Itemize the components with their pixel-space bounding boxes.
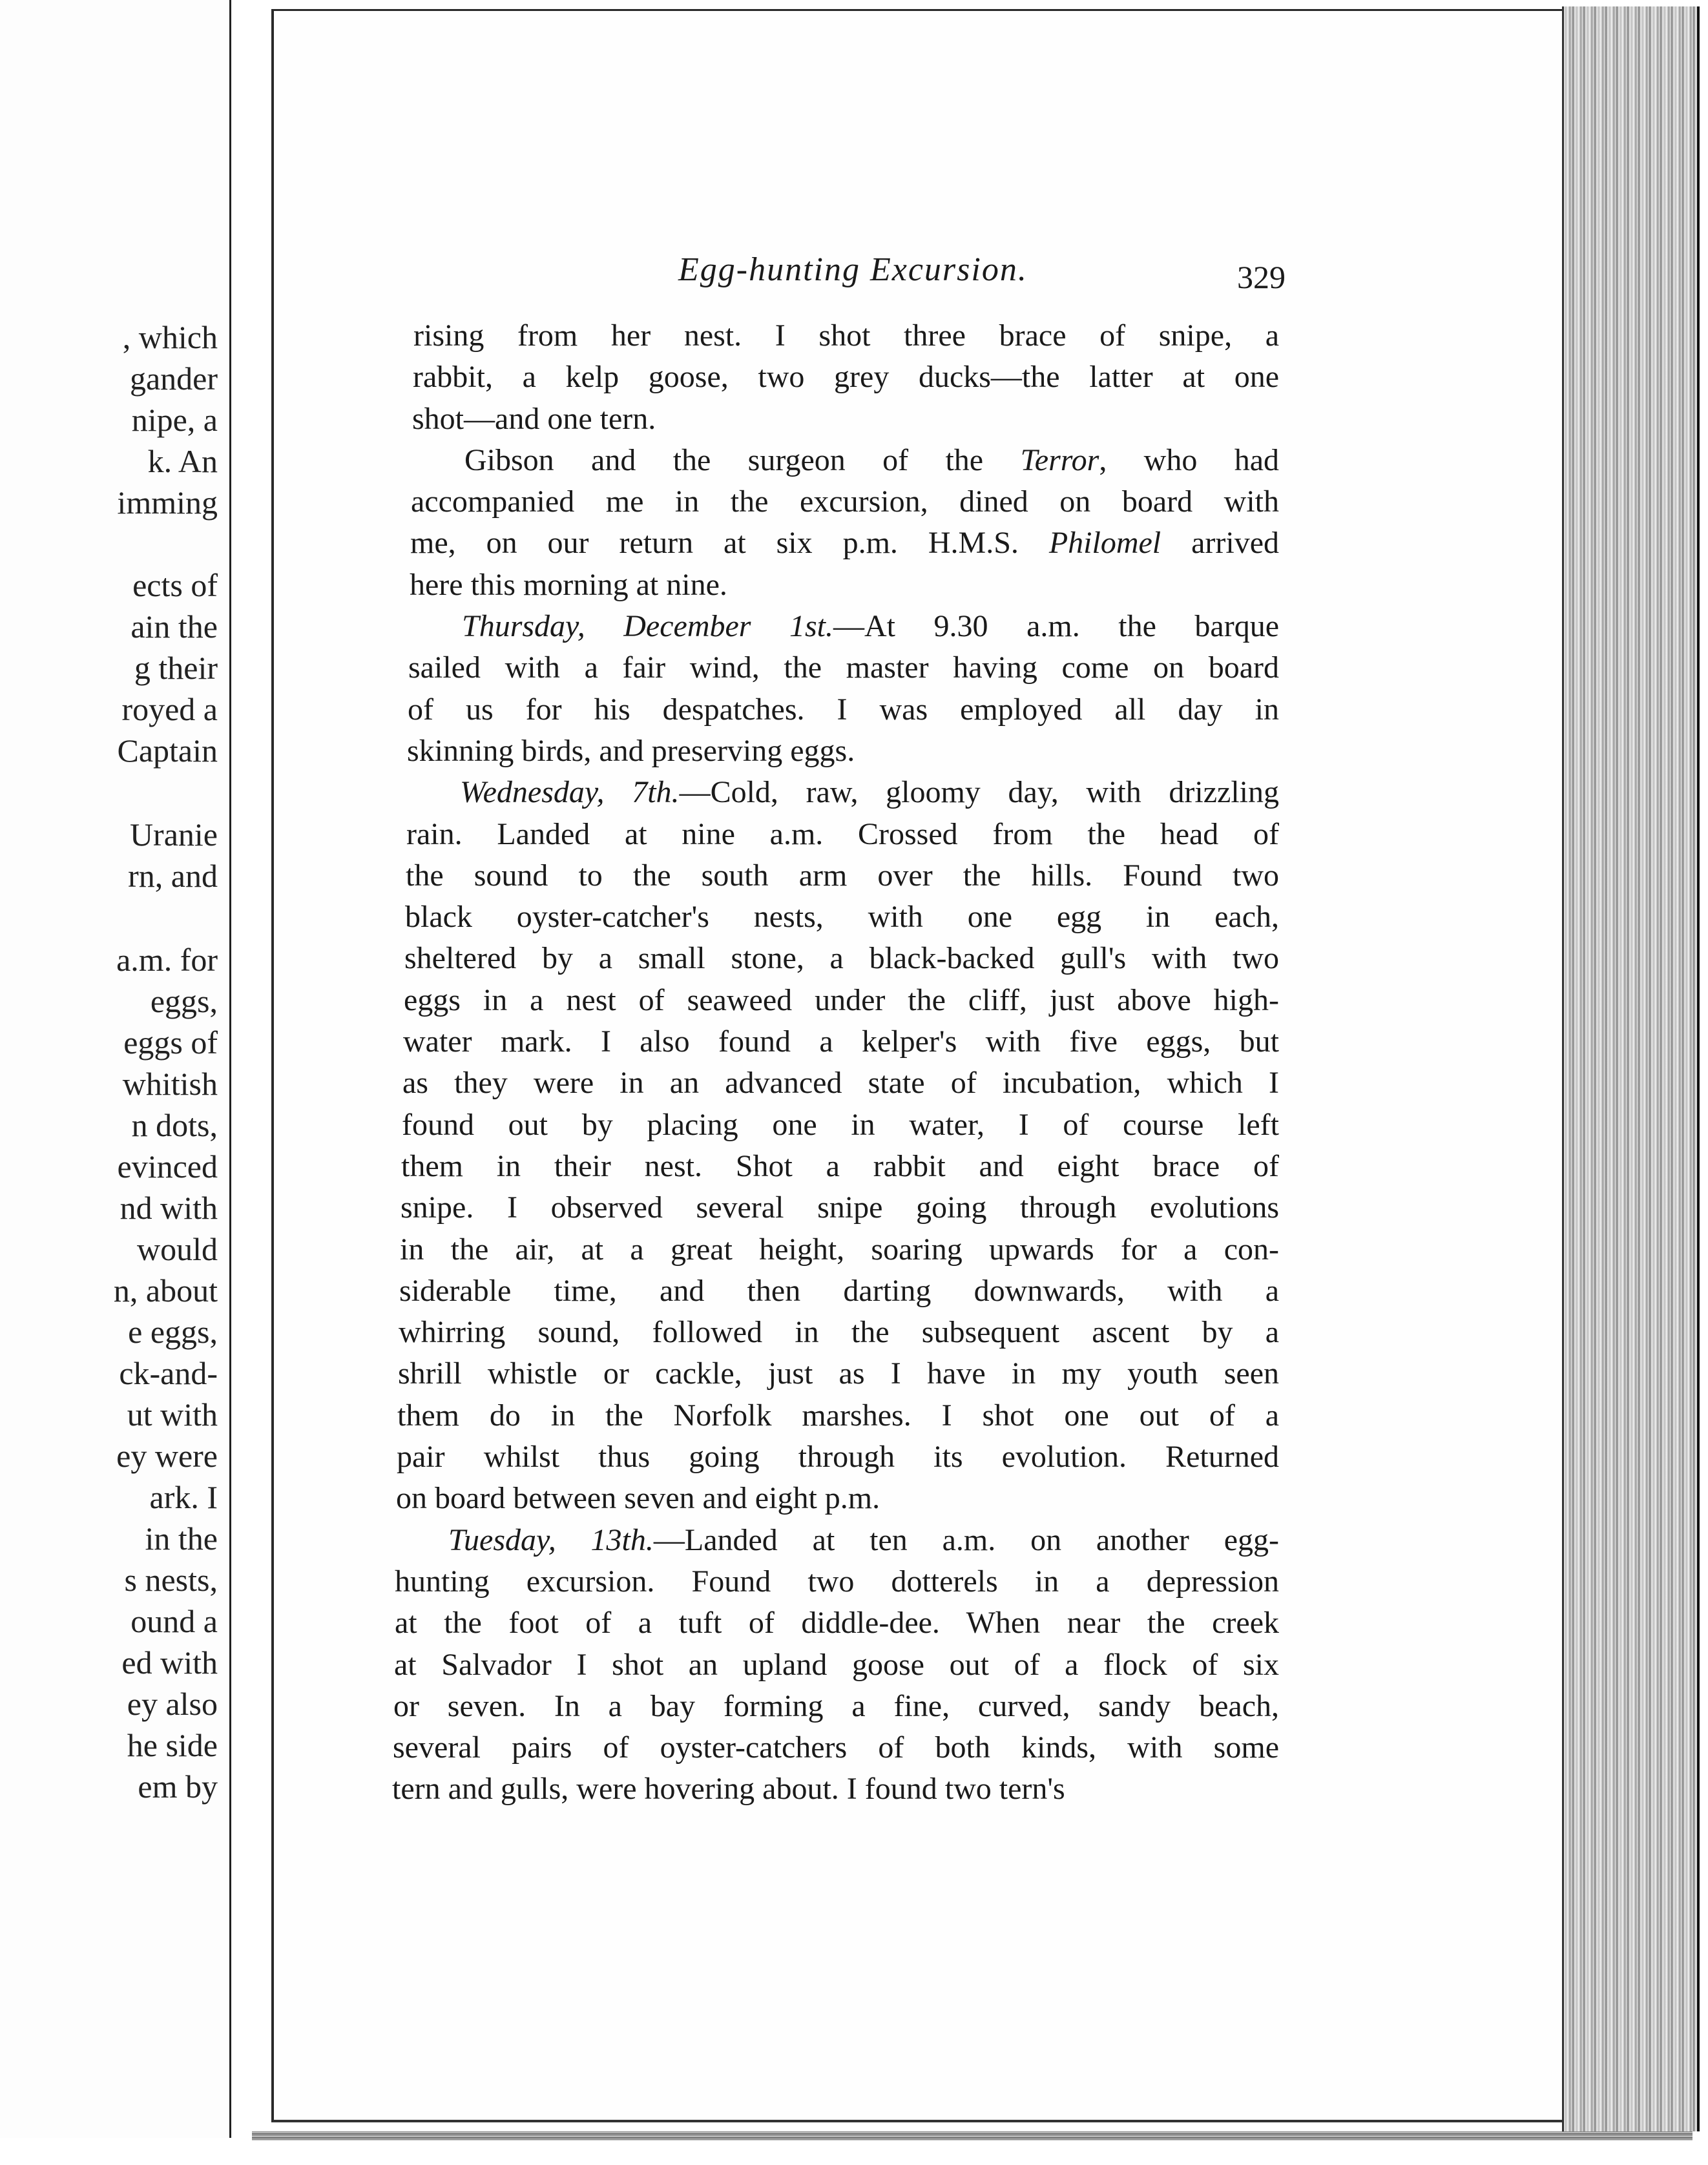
left-page-line: whitish [122, 1066, 218, 1102]
left-page-line: ut with [127, 1396, 218, 1433]
left-page-line: gander [129, 360, 218, 397]
left-page-line: nipe, a [131, 402, 218, 438]
running-head: Egg-hunting Excursion. [678, 251, 1028, 288]
text-line: Gibson and the surgeon of the Terror, who had [464, 442, 1279, 477]
text-line: in the air, at a great height, soaring upwards for a con- [400, 1232, 1279, 1267]
left-page-line: ects of [132, 567, 218, 603]
left-page-line: a.m. for [116, 942, 218, 978]
text-line: whirring sound, followed in the subsequent ascent by a [399, 1315, 1279, 1350]
text-line: several pairs of oyster-catchers of both kinds, with some [393, 1730, 1279, 1765]
text-line: the sound to the south arm over the hills. Found two [406, 858, 1279, 893]
text-line: on board between seven and eight p.m. [396, 1481, 880, 1516]
text-line: tern and gulls, were hovering about. I found two tern's [392, 1772, 1065, 1807]
left-page-line: eggs of [123, 1024, 218, 1061]
text-line: shrill whistle or cackle, just as I have in my youth seen [398, 1356, 1279, 1391]
text-line: rain. Landed at nine a.m. Crossed from the head of [406, 816, 1279, 851]
text-line: as they were in an advanced state of incubation, which I [402, 1066, 1279, 1101]
text-line: them do in the Norfolk marshes. I shot one out of a [397, 1398, 1279, 1433]
text-line: accompanied me in the excursion, dined on board with [411, 484, 1279, 519]
left-page-line: s nests, [124, 1562, 218, 1598]
left-page-line: imming [117, 484, 218, 521]
left-page-line: e eggs, [128, 1314, 218, 1350]
text-line: water mark. I also found a kelper's with five eggs, but [403, 1024, 1279, 1059]
text-line: hunting excursion. Found two dotterels in a depression [395, 1564, 1279, 1599]
text-line: Wednesday, 7th.—Cold, raw, gloomy day, with drizzling [460, 775, 1280, 810]
left-page-line: ey also [127, 1686, 218, 1722]
text-line: of us for his despatches. I was employed all day in [408, 692, 1279, 727]
text-line: at the foot of a tuft of diddle-dee. When near the creek [395, 1606, 1279, 1641]
text-line: black oyster-catcher's nests, with one egg in each, [405, 900, 1279, 935]
text-line: sheltered by a small stone, a black-backed gull's with two [404, 941, 1279, 976]
text-line: siderable time, and then darting downwards, with a [399, 1273, 1279, 1308]
page-edges [1562, 6, 1700, 2131]
text-line: pair whilst thus going through its evolution. Returned [397, 1440, 1279, 1475]
left-page-line: em by [138, 1768, 218, 1805]
left-page-line: n, about [113, 1272, 218, 1309]
text-line: them in their nest. Shot a rabbit and eight brace of [401, 1148, 1279, 1183]
left-page-line: ed with [121, 1644, 218, 1681]
left-page-fragment [0, 0, 231, 2138]
left-page-line: would [137, 1231, 218, 1267]
left-page-line: Captain [117, 732, 218, 769]
text-line: or seven. In a bay forming a fine, curved, sandy beach, [393, 1688, 1279, 1723]
left-page-line: royed a [121, 691, 218, 727]
text-line: Tuesday, 13th.—Landed at ten a.m. on another egg- [448, 1522, 1279, 1557]
left-page-line: nd with [120, 1190, 218, 1226]
body-text [392, 315, 1280, 1810]
text-line: eggs in a nest of seaweed under the cliff, just above high- [404, 982, 1279, 1017]
left-page-line: n dots, [131, 1107, 218, 1143]
left-page-line: eggs, [150, 983, 218, 1019]
left-page-line: ck-and- [119, 1355, 218, 1391]
left-page-line: , which [122, 319, 218, 355]
left-page-line: Uranie [129, 816, 218, 853]
text-line: here this morning at nine. [410, 567, 727, 602]
left-page-line: ark. I [149, 1479, 218, 1515]
text-line: found out by placing one in water, I of course left [402, 1107, 1279, 1142]
text-line: shot—and one tern. [412, 401, 656, 436]
text-line: snipe. I observed several snipe going through evolutions [401, 1190, 1279, 1225]
left-page-line: k. An [147, 443, 218, 479]
left-page-line: evinced [117, 1148, 218, 1185]
text-line: at Salvador I shot an upland goose out of a flock of six [394, 1647, 1279, 1682]
left-page-line: he side [127, 1727, 218, 1763]
left-page-line: ound a [130, 1603, 218, 1639]
left-page-line: rn, and [128, 858, 218, 894]
text-line: Thursday, December 1st.—At 9.30 a.m. the barque [462, 609, 1280, 644]
left-page-line: ain the [130, 608, 218, 645]
text-line: sailed with a fair wind, the master having come on board [408, 650, 1279, 685]
left-page-line: in the [145, 1520, 218, 1557]
page-number: 329 [1237, 259, 1286, 295]
text-line: me, on our return at six p.m. H.M.S. Philomel arrived [410, 526, 1280, 561]
left-page-line: g their [134, 650, 218, 686]
text-line: skinning birds, and preserving eggs. [407, 733, 855, 768]
bottom-page-edge [252, 2131, 1692, 2140]
text-line: rabbit, a kelp goose, two grey ducks—the latter at one [413, 360, 1279, 395]
text-line: rising from her nest. I shot three brace of snipe, a [413, 318, 1279, 353]
left-page-line: ey were [116, 1438, 218, 1474]
